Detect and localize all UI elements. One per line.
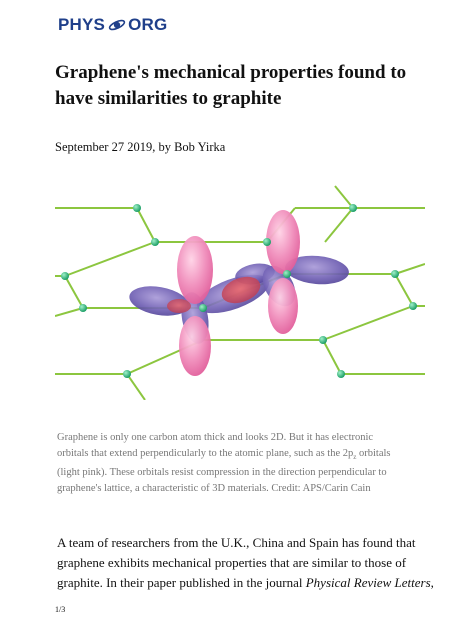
orbit-icon: [108, 16, 126, 34]
journal-name: Physical Review Letters: [305, 575, 431, 590]
caption-line: (light pink). These orbitals resist compression in the direction perpendicular to: [57, 467, 387, 479]
page-number: 1/3: [55, 605, 66, 614]
body-line: A team of researchers from the U.K., China and Spain has found that: [57, 535, 416, 550]
body-line: graphene exhibits mechanical properties that are similar to those of: [57, 555, 407, 570]
body-text: graphite. In their paper published in the journal: [57, 575, 306, 590]
caption-text: orbitals that extend perpendicularly to the atomic plane, such as the 2p: [57, 448, 354, 459]
caption-line: graphene's lattice, a characteristic of 3D materials. Credit: APS/Carin Cain: [57, 483, 371, 495]
logo-org-text: ORG: [128, 15, 168, 34]
body-text: ,: [430, 575, 434, 590]
article-title: Graphene's mechanical properties found to have similarities to graphite: [55, 62, 407, 109]
caption-text: orbitals: [356, 448, 391, 459]
graphene-orbitals-illustration: [55, 178, 425, 400]
article-byline: September 27 2019, by Bob Yirka: [55, 140, 226, 154]
caption-line: [57, 446, 427, 465]
caption-line: Graphene is only one carbon atom thick and looks 2D. But it has electronic: [57, 432, 374, 443]
phys-org-logo: [58, 12, 167, 38]
body-line: [57, 573, 447, 593]
logo-phys-text: PHYS: [58, 15, 106, 34]
figure-caption: [57, 430, 427, 497]
article-body: [57, 533, 447, 593]
caption-subscript: z: [353, 453, 357, 462]
